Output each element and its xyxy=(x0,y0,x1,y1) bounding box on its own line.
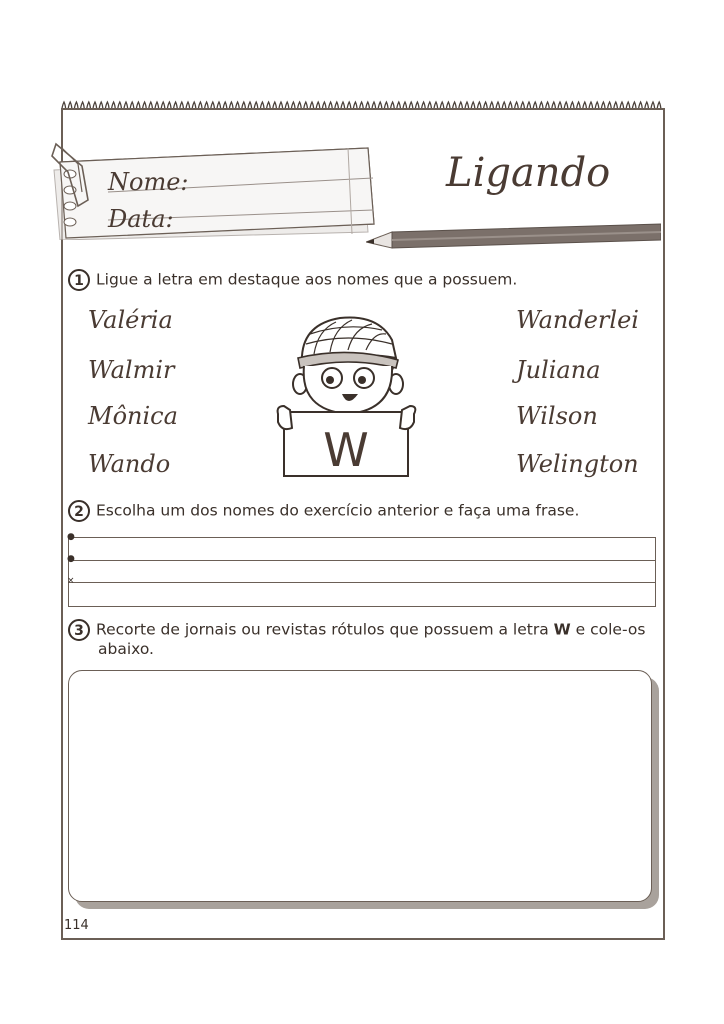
instruction-text: Escolha um dos nomes do exercício anterior e faça uma frase. xyxy=(96,501,580,520)
instruction-text-end: e cole-os xyxy=(570,620,646,639)
writing-line[interactable] xyxy=(69,560,655,561)
date-label: Data: xyxy=(108,205,174,233)
exercise-1-instruction xyxy=(68,269,517,291)
right-name-1: Wanderlei xyxy=(516,306,639,334)
page-title: Ligando xyxy=(446,150,611,196)
instruction-text: Ligue a letra em destaque aos nomes que a possuem. xyxy=(96,270,518,289)
featured-letter: W xyxy=(323,423,369,477)
right-name-2: Juliana xyxy=(516,356,601,384)
name-label: Nome: xyxy=(108,168,189,196)
highlighted-letter: W xyxy=(553,620,571,639)
left-name-4: Wando xyxy=(88,450,171,478)
notepad-decoration xyxy=(48,140,378,240)
right-name-4: Welington xyxy=(516,450,639,478)
page-number: 114 xyxy=(64,918,89,933)
exercise-number: 3 xyxy=(68,619,90,641)
paste-box[interactable] xyxy=(68,670,652,902)
boy-holding-sign-illustration xyxy=(274,310,420,480)
right-name-3: Wilson xyxy=(516,402,598,430)
left-name-3: Mônica xyxy=(88,402,178,430)
exercise-2-instruction xyxy=(68,500,579,522)
exercise-3-instruction-line2: abaixo. xyxy=(98,640,154,658)
writing-line[interactable] xyxy=(69,582,655,583)
left-name-1: Valéria xyxy=(88,306,173,334)
pencil-icon xyxy=(366,222,661,250)
paste-area xyxy=(68,670,658,908)
exercise-number: 1 xyxy=(68,269,90,291)
left-name-2: Walmir xyxy=(88,356,175,384)
exercise-3-instruction xyxy=(68,619,645,641)
writing-lines[interactable]: ● ● × xyxy=(68,537,656,607)
exercise-number: 2 xyxy=(68,500,90,522)
instruction-text: Recorte de jornais ou revistas rótulos que possuem a letra xyxy=(96,620,554,639)
